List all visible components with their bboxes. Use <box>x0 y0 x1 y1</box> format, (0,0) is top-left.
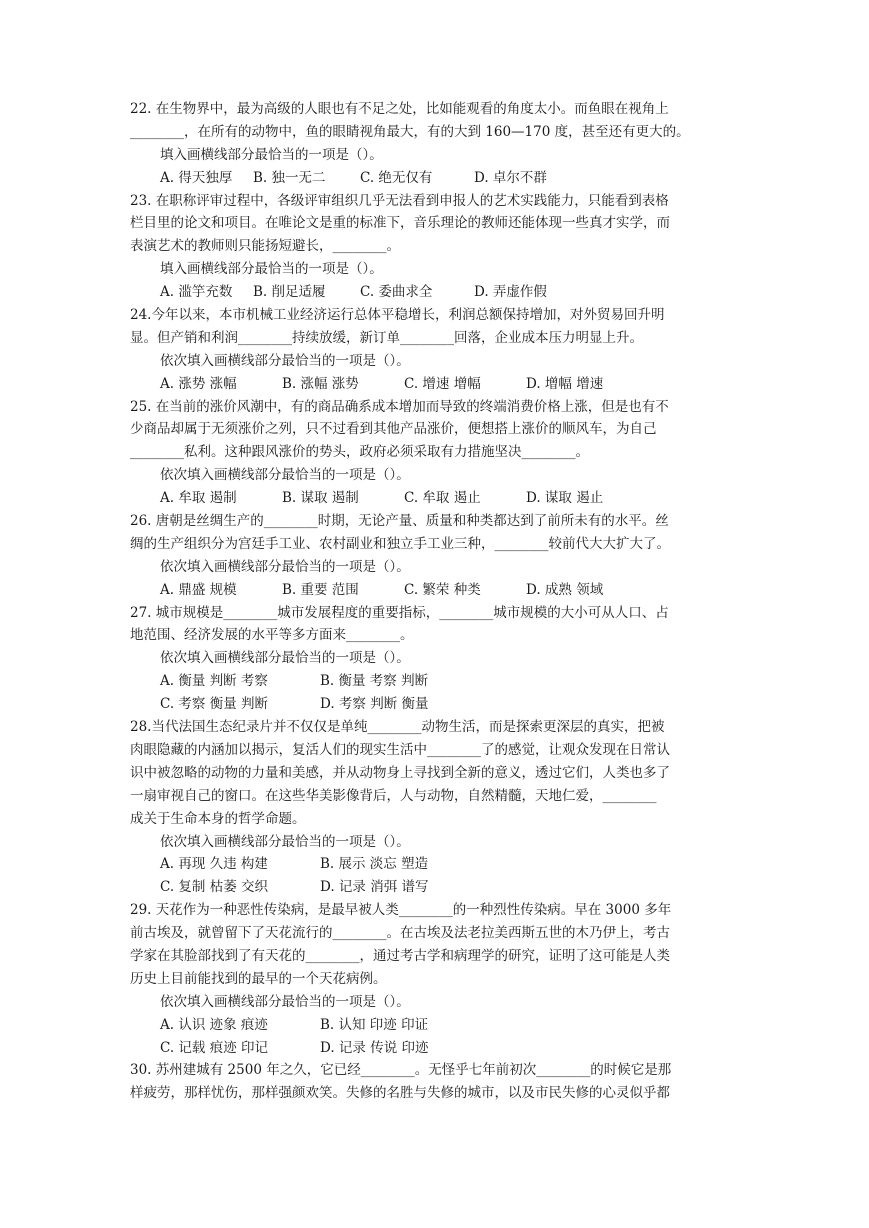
options-row <box>130 281 740 304</box>
options-row <box>130 1014 740 1037</box>
option-c: C. 增速 增幅 <box>404 375 481 392</box>
question-text-line: 显。但产销和利润________持续放缓，新订单________回落，企业成本压力明显上升。 <box>130 329 643 346</box>
option-b: B. 削足适履 <box>253 284 326 301</box>
option-b: B. 展示 淡忘 塑造 <box>320 856 429 873</box>
question-text-line: 30. 苏州建城有 2500 年之久，它已经________。无怪乎七年前初次________的时候它是那 <box>130 1062 672 1079</box>
question-prompt: 依次填入画横线部分最恰当的一项是（）。 <box>160 467 410 484</box>
options-row <box>130 167 740 190</box>
options-row <box>130 853 740 876</box>
question-23 <box>130 190 740 304</box>
option-c: C. 绝无仅有 <box>360 169 433 186</box>
question-text-line: 23. 在职称评审过程中，各级评审组织几乎无法看到申报人的艺术实践能力，只能看到表格 <box>130 192 669 209</box>
question-22 <box>130 98 740 190</box>
question-prompt: 依次填入画横线部分最恰当的一项是（）。 <box>160 833 410 850</box>
question-text-line: 栏目里的论文和项目。在唯论文是重的标准下，音乐理论的教师还能体现一些真才实学，而 <box>130 215 670 232</box>
option-d: D. 考察 判断 衡量 <box>320 696 429 713</box>
option-b: B. 重要 范围 <box>282 581 359 598</box>
question-text-line: ________，在所有的动物中，鱼的眼睛视角最大，有的大到 160—170 度，甚至还有更大的。 <box>130 123 690 140</box>
question-26 <box>130 510 740 602</box>
question-text-line: 28.当代法国生态纪录片并不仅仅是单纯________动物生活，而是探索更深层的真实，把被 <box>130 719 665 736</box>
question-text-line: 识中被忽略的动物的力量和美感，并从动物身上寻找到全新的意义，透过它们，人类也多了 <box>130 764 670 781</box>
option-a: A. 滥竽充数 <box>160 284 233 301</box>
option-a: A. 涨势 涨幅 <box>160 375 237 392</box>
question-text-line: 一扇审视自己的窗口。在这些华美影像背后，人与动物，自然精髓，天地仁爱，________ <box>130 787 657 804</box>
option-b: B. 涨幅 涨势 <box>282 375 359 392</box>
question-text-line: 29. 天花作为一种恶性传染病，是最早被人类________的一种烈性传染病。早在 3000 多年 <box>130 902 672 919</box>
option-c: C. 考察 衡量 判断 <box>160 696 269 713</box>
question-text-line: 样疲劳，那样忧伤，那样强颜欢笑。失修的名胜与失修的城市，以及市民失修的心灵似乎都 <box>130 1085 670 1102</box>
question-text-line: 肉眼隐藏的内涵加以揭示，复活人们的现实生活中________了的感觉，让观众发现在日常认 <box>130 741 670 758</box>
question-text-line: ________私利。这种跟风涨价的势头，政府必须采取有力措施坚决________。 <box>130 444 589 461</box>
option-b: B. 独一无二 <box>253 169 326 186</box>
options-row <box>130 693 740 716</box>
options-row <box>130 670 740 693</box>
option-a: A. 牟取 遏制 <box>160 490 237 507</box>
question-text-line: 历史上目前能找到的最早的一个天花病例。 <box>130 970 387 987</box>
question-27 <box>130 602 740 716</box>
question-28 <box>130 716 740 899</box>
question-25 <box>130 396 740 510</box>
option-a: A. 鼎盛 规模 <box>160 581 237 598</box>
question-prompt: 依次填入画横线部分最恰当的一项是（）。 <box>160 558 410 575</box>
options-row <box>130 579 740 602</box>
options-row <box>130 876 740 899</box>
option-d: D. 卓尔不群 <box>474 169 547 186</box>
question-prompt: 依次填入画横线部分最恰当的一项是（）。 <box>160 352 410 369</box>
option-d: D. 谋取 遏止 <box>526 490 604 507</box>
question-prompt: 填入画横线部分最恰当的一项是（）。 <box>160 146 383 163</box>
question-text-line: 地范围、经济发展的水平等多方面来________。 <box>130 627 414 644</box>
option-a: A. 得天独厚 <box>160 169 233 186</box>
option-b: B. 衡量 考察 判断 <box>320 673 429 690</box>
option-d: D. 记录 消弭 谱写 <box>320 879 429 896</box>
question-text-line: 绸的生产组织分为宫廷手工业、农村副业和独立手工业三种，________较前代大大扩大了。 <box>130 535 670 552</box>
question-29 <box>130 899 740 1059</box>
option-c: C. 繁荣 种类 <box>404 581 481 598</box>
question-text-line: 前古埃及，就曾留下了天花流行的________。在古埃及法老拉美西斯五世的木乃伊上，考古 <box>130 925 670 942</box>
option-d: D. 增幅 增速 <box>526 375 604 392</box>
option-a: A. 衡量 判断 考察 <box>160 673 268 690</box>
question-24 <box>130 304 740 396</box>
question-prompt: 填入画横线部分最恰当的一项是（）。 <box>160 261 383 278</box>
question-30 <box>130 1059 740 1105</box>
option-a: A. 认识 迹象 痕迹 <box>160 1016 268 1033</box>
option-c: C. 复制 枯萎 交织 <box>160 879 269 896</box>
question-text-line: 少商品却属于无须涨价之列，只不过看到其他产品涨价，便想搭上涨价的顺风车，为自己 <box>130 421 657 438</box>
question-text-line: 27. 城市规模是________城市发展程度的重要指标，________城市规模的大小可从人口、占 <box>130 604 669 621</box>
option-a: A. 再现 久违 构建 <box>160 856 268 873</box>
question-text-line: 学家在其脸部找到了有天花的________，通过考古学和病理学的研究，证明了这可能是人类 <box>130 947 670 964</box>
question-text-line: 26. 唐朝是丝绸生产的________时期，无论产量、质量和种类都达到了前所未有的水平。丝 <box>130 513 669 530</box>
options-row <box>130 487 740 510</box>
question-text-line: 24.今年以来，本市机械工业经济运行总体平稳增长，利润总额保持增加，对外贸易回升明 <box>130 307 665 324</box>
question-text-line: 表演艺术的教师则只能扬短避长，________。 <box>130 238 400 255</box>
option-c: C. 委曲求全 <box>360 284 433 301</box>
option-d: D. 弄虚作假 <box>474 284 547 301</box>
question-prompt: 依次填入画横线部分最恰当的一项是（）。 <box>160 650 410 667</box>
option-c: C. 牟取 遏止 <box>404 490 481 507</box>
options-row <box>130 1037 740 1060</box>
option-b: B. 谋取 遏制 <box>282 490 359 507</box>
option-b: B. 认知 印迹 印证 <box>320 1016 429 1033</box>
question-text-line: 25. 在当前的涨价风潮中，有的商品确系成本增加而导致的终端消费价格上涨，但是也有不 <box>130 398 669 415</box>
option-d: D. 成熟 领域 <box>526 581 604 598</box>
option-d: D. 记录 传说 印迹 <box>320 1039 429 1056</box>
question-prompt: 依次填入画横线部分最恰当的一项是（）。 <box>160 993 410 1010</box>
options-row <box>130 373 740 396</box>
question-text-line: 成关于生命本身的哲学命题。 <box>130 810 306 827</box>
question-list <box>130 98 740 1105</box>
option-c: C. 记载 痕迹 印记 <box>160 1039 269 1056</box>
question-text-line: 22. 在生物界中，最为高级的人眼也有不足之处，比如能观看的角度太小。而鱼眼在视角上 <box>130 101 669 117</box>
